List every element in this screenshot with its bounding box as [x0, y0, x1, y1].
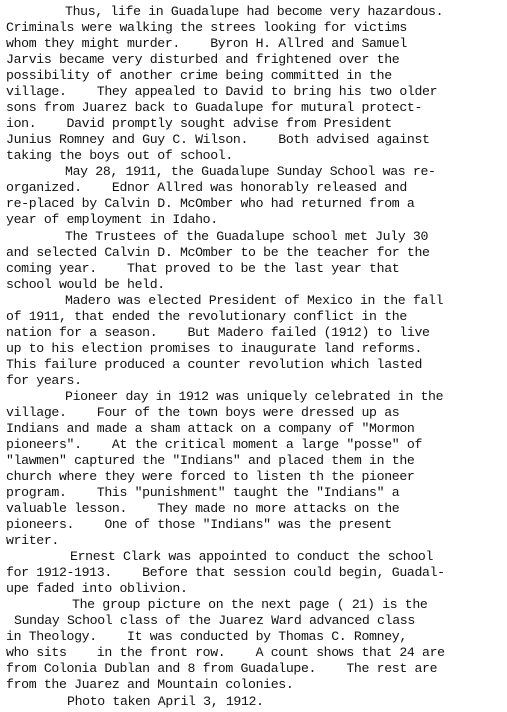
text-line: village. They appealed to David to bring his two older: [6, 84, 438, 99]
text-line: Junius Romney and Guy C. Wilson. Both advised against: [6, 132, 430, 147]
text-line: who sits in the front row. A count shows that 24 are: [6, 645, 445, 660]
text-line: Jarvis became very disturbed and frightened over the: [6, 52, 400, 67]
text-line: program. This "punishment" taught the "Indians" a: [6, 485, 400, 500]
text-line: Thus, life in Guadalupe had become very hazardous.: [65, 4, 444, 19]
text-line: taking the boys out of school.: [6, 148, 233, 163]
text-line: from the Juarez and Mountain colonies.: [6, 677, 294, 692]
text-line: The Trustees of the Guadalupe school met July 30: [65, 229, 429, 244]
text-line: This failure produced a counter revolution which lasted: [6, 357, 423, 372]
text-line: Criminals were walking the strees looking for victims: [6, 20, 407, 35]
text-line: writer.: [6, 533, 59, 548]
text-line: possibility of another crime being committed in the: [6, 68, 392, 83]
text-line: whom they might murder. Byron H. Allred and Samuel: [6, 36, 407, 51]
text-line: Ernest Clark was appointed to conduct the school: [70, 549, 434, 564]
text-line: Madero was elected President of Mexico in the fall: [65, 293, 444, 308]
text-line: Indians and made a sham attack on a company of "Mormon: [6, 421, 415, 436]
text-line: from Colonia Dublan and 8 from Guadalupe. The rest are: [6, 661, 438, 676]
text-line: valuable lesson. They made no more attacks on the: [6, 501, 400, 516]
text-line: year of employment in Idaho.: [6, 212, 218, 227]
text-line: Sunday School class of the Juarez Ward advanced class: [14, 613, 415, 628]
text-line: Photo taken April 3, 1912.: [67, 694, 264, 709]
text-line: school would be held.: [6, 277, 165, 292]
text-line: re-placed by Calvin D. McOmber who had returned from a: [6, 196, 415, 211]
text-line: "lawmen" captured the "Indians" and placed them in the: [6, 453, 415, 468]
text-line: pioneers". At the critical moment a large "posse" of: [6, 437, 423, 452]
text-line: nation for a season. But Madero failed (1912) to live: [6, 325, 430, 340]
text-line: of 1911, that ended the revolutionary conflict in the: [6, 309, 407, 324]
text-line: in Theology. It was conducted by Thomas C. Romney,: [6, 629, 407, 644]
text-line: up to his election promises to inaugurate land reforms.: [6, 341, 423, 356]
text-line: coming year. That proved to be the last year that: [6, 261, 400, 276]
text-line: sons from Juarez back to Guadalupe for mutural protect-: [6, 100, 423, 115]
text-line: and selected Calvin D. McOmber to be the teacher for the: [6, 245, 430, 260]
text-line: church where they were forced to listen th the pioneer: [6, 469, 415, 484]
text-line: village. Four of the town boys were dressed up as: [6, 405, 400, 420]
text-line: for 1912-1913. Before that session could begin, Guadal-: [6, 565, 445, 580]
text-line: May 28, 1911, the Guadalupe Sunday School was re-: [65, 164, 436, 179]
text-line: upe faded into oblivion.: [6, 581, 188, 596]
text-line: pioneers. One of those "Indians" was the present: [6, 517, 392, 532]
text-line: organized. Ednor Allred was honorably released and: [6, 180, 407, 195]
text-line: for years.: [6, 373, 82, 388]
text-line: Pioneer day in 1912 was uniquely celebrated in the: [65, 389, 444, 404]
text-line: The group picture on the next page ( 21) is the: [72, 597, 428, 612]
text-line: ion. David promptly sought advise from President: [6, 116, 392, 131]
